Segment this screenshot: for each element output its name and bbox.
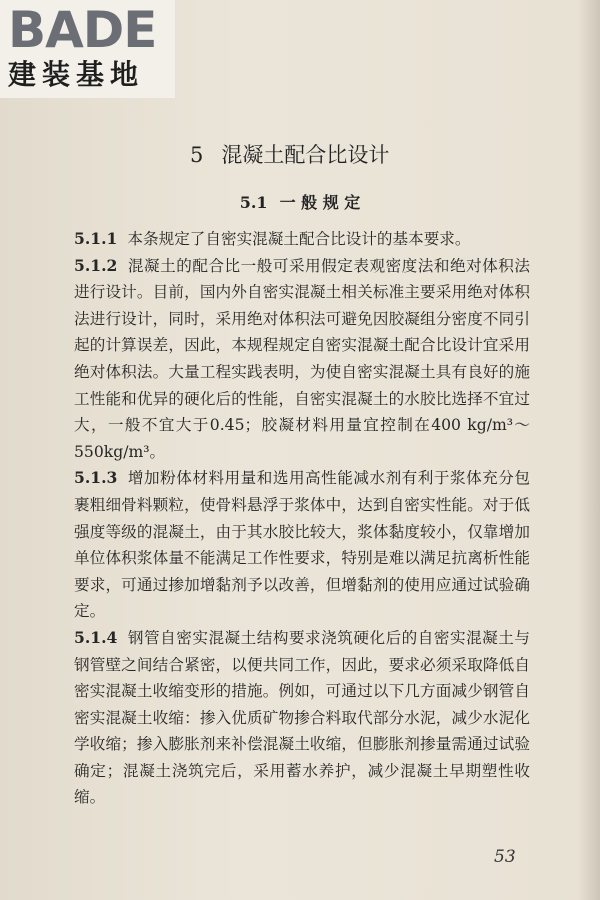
- clause-number: 5.1.3: [74, 468, 118, 488]
- section-title: [0, 191, 600, 215]
- clause-text: 增加粉体材料用量和选用高性能减水剂有利于浆体充分包裹粗细骨料颗粒，使骨料悬浮于浆体中，达到自密实性能。对于低强度等级的混凝土，由于其水胶比较大，浆体黏度较小，仅靠增加单位体积浆体量不能满足工作性要求，特别是难以满足抗离析性能要求，可通过掺加增黏剂予以改善，但增黏剂的使用应通过试验确定。: [74, 469, 530, 621]
- logo-latin-text: BADE: [8, 1, 157, 59]
- logo-chinese-text: 建装基地: [8, 58, 145, 91]
- page-edge-shadow: [578, 0, 600, 900]
- clause-text: 钢管自密实混凝土结构要求浇筑硬化后的自密实混凝土与钢管壁之间结合紧密，以便共同工作，因此，要求必须采取降低自密实混凝土收缩变形的措施。例如，可通过以下几方面减少钢管自密实混凝土收缩：掺入优质矿物掺合料取代部分水泥，减少水泥化学收缩；掺入膨胀剂来补偿混凝土收缩，但膨胀剂掺量需通过试验确定；混凝土浇筑完后，采用蓄水养护，减少混凝土早期塑性收缩。: [74, 628, 530, 807]
- clause-text: 本条规定了自密实混凝土配合比设计的基本要求。: [127, 230, 471, 248]
- chapter-title: [190, 140, 389, 170]
- section-title-text: 一 般 规 定: [279, 193, 361, 212]
- clause-text: 混凝土的配合比一般可采用假定表观密度法和绝对体积法进行设计。目前，国内外自密实混凝土相关标准主要采用绝对体积法进行设计，同时，采用绝对体积法可避免因胶凝组分密度不同引起的计算误差，因此，本规程规定自密实混凝土配合比设计宜采用绝对体积法。大量工程实践表明，为使自密实混凝土具有良好的施工性能和优异的硬化后的性能，自密实混凝土的水胶比选择不宜过大，一般不宜大于0.45；胶凝材料用量宜控制在400 kg/m³～550kg/m³。: [74, 256, 530, 461]
- clause-number: 5.1.4: [74, 627, 118, 647]
- chapter-title-text: 混凝土配合比设计: [221, 143, 390, 167]
- clause-paragraph: [74, 226, 530, 253]
- clause-paragraph: [74, 625, 530, 811]
- chapter-number: 5: [190, 143, 204, 167]
- clause-paragraph: [74, 465, 530, 625]
- section-number: 5.1: [239, 193, 268, 212]
- watermark-logo: [0, 0, 175, 98]
- clause-number: 5.1.1: [74, 229, 118, 248]
- clause-number: 5.1.2: [74, 255, 118, 275]
- page-number: 53: [494, 847, 516, 867]
- clause-paragraph: [74, 253, 530, 466]
- body-text: [74, 226, 530, 811]
